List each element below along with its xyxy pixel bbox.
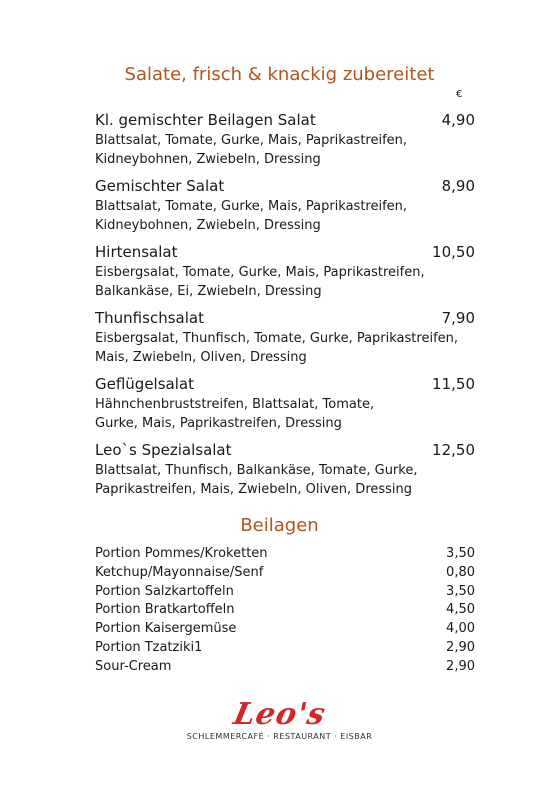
menu-item-salad [95,374,475,433]
menu-item-description: Paprikastreifen, Mais, Zwiebeln, Oliven, Dressing [95,482,413,497]
restaurant-logo [0,697,559,741]
menu-item-description: Mais, Zwiebeln, Oliven, Dressing [95,350,307,365]
menu-item-price: 11,50 [432,375,475,393]
menu-item-salad [95,440,475,499]
menu-item-description: Balkankäse, Ei, Zwiebeln, Dressing [95,284,322,299]
menu-item-description: Kidneybohnen, Zwiebeln, Dressing [95,152,321,167]
side-item-price: 4,00 [446,621,475,637]
side-item [95,639,475,658]
menu-item-description: Blattsalat, Tomate, Gurke, Mais, Paprikastreifen, [95,199,408,214]
menu-item-price: 4,90 [441,111,475,129]
side-item-name: Portion Kaisergemüse [95,621,237,637]
side-item-name: Sour-Cream [95,658,172,674]
side-item-price: 2,90 [446,658,475,674]
side-item-price: 3,50 [446,546,475,561]
side-item [95,658,475,677]
side-item-name: Portion Bratkartoffeln [95,602,235,618]
menu-item-description: Eisbergsalat, Tomate, Gurke, Mais, Paprikastreifen, [95,265,425,280]
sides-list [95,545,475,677]
menu-item-name: Gemischter Salat [95,177,225,195]
menu-item-price: 7,90 [441,309,475,327]
logo-wordmark: Leo's [230,697,329,732]
menu-item-description: Blattsalat, Thunfisch, Balkankäse, Tomate, Gurke, [95,463,418,478]
menu-item-description: Hähnchenbruststreifen, Blattsalat, Tomate, [95,397,375,412]
salads-section-title: Salate, frisch & knackig zubereitet [124,64,435,85]
side-item [95,545,475,564]
side-item [95,601,475,620]
side-item-price: 0,80 [446,564,475,580]
menu-item-price: 8,90 [441,177,475,195]
sides-section-title: Beilagen [240,515,319,536]
currency-label: € [456,89,463,100]
menu-item-name: Hirtensalat [95,243,178,261]
menu-item-salad [95,308,475,367]
menu-item-price: 12,50 [432,441,475,459]
side-item-price: 3,50 [446,583,475,599]
menu-item-name: Geflügelsalat [95,375,194,393]
menu-item-name: Thunfischsalat [95,309,204,327]
menu-item-description: Eisbergsalat, Thunfisch, Tomate, Gurke, Paprikastreifen, [95,331,459,346]
side-item-name: Portion Salzkartoffeln [95,583,234,599]
menu-item-salad [95,176,475,235]
menu-item-salad [95,110,475,169]
side-item [95,564,475,583]
menu-item-name: Leo`s Spezialsalat [95,441,232,459]
menu-item-description: Gurke, Mais, Paprikastreifen, Dressing [95,416,342,431]
side-item-price: 2,90 [446,639,475,655]
side-item [95,583,475,602]
menu-item-name: Kl. gemischter Beilagen Salat [95,111,316,129]
logo-tagline: SCHLEMMERCAFÉ · RESTAURANT · EISBAR [186,732,373,741]
menu-item-description: Kidneybohnen, Zwiebeln, Dressing [95,218,321,233]
side-item-name: Portion Tzatziki1 [95,639,203,655]
menu-item-price: 10,50 [432,243,475,261]
menu-item-description: Blattsalat, Tomate, Gurke, Mais, Paprikastreifen, [95,133,408,148]
side-item-name: Ketchup/Mayonnaise/Senf [95,564,264,580]
side-item-name: Portion Pommes/Kroketten [95,546,268,561]
side-item [95,620,475,639]
side-item-price: 4,50 [446,602,475,618]
menu-item-salad [95,242,475,301]
